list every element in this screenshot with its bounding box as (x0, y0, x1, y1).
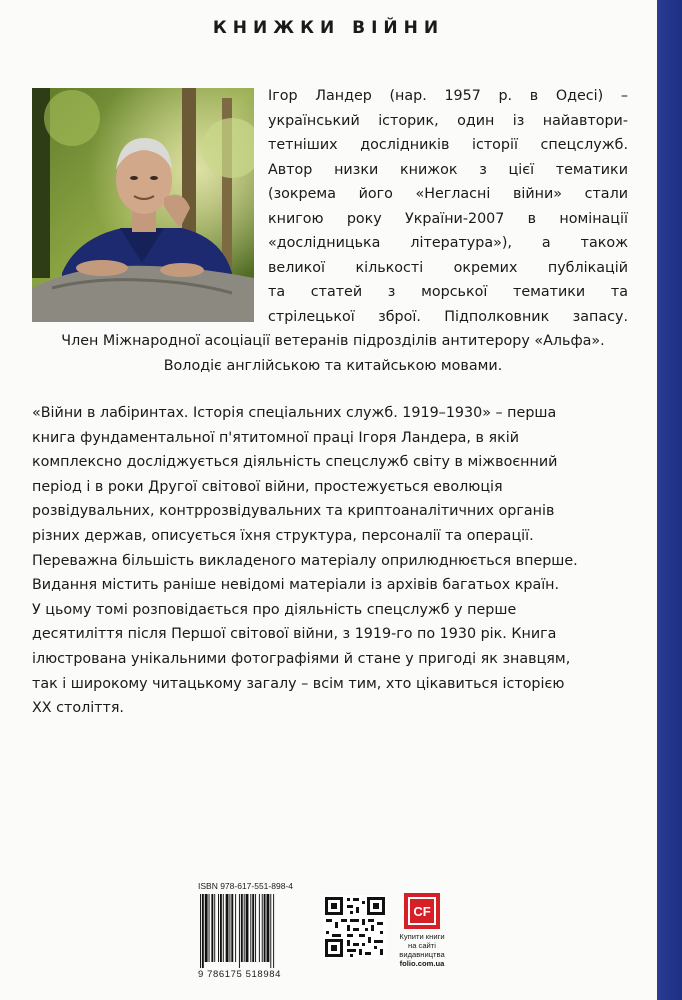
description-line: ХХ століття. (32, 700, 124, 717)
barcode-number: 9 786175 518984 (198, 969, 281, 980)
description-line: розвідувальних, контррозвідувальних та криптоаналітичних органів (32, 503, 555, 520)
description-line: Переважна більшість викладеного матеріалу оприлюднюється вперше. (32, 552, 578, 569)
bio-line: стрілецької зброї. Підполковник запасу. (268, 308, 628, 325)
author-photo (32, 88, 254, 322)
description-line: У цьому томі розповідається про діяльність спецслужб у перше (32, 601, 517, 618)
spine-edge (657, 0, 682, 1000)
publisher-website[interactable]: folio.com.ua (399, 959, 445, 968)
bio-line: «дослідницька література»), а також (268, 235, 628, 251)
description-line: десятиліття після Першої світової війни, з 1919-го по 1930 рік. Книга (32, 626, 557, 643)
book-description (32, 401, 634, 721)
bio-line: Володіє англійською та китайською мовами. (163, 357, 503, 374)
publisher-line: видавництва (399, 950, 445, 959)
bio-line: Автор низки книжок з цієї тематики (268, 161, 628, 178)
description-line: Видання містить раніше невідомі матеріали із архівів багатьох країн. (32, 577, 560, 594)
bio-line: Ігор Ландер (нар. 1957 р. в Одесі) – (268, 88, 628, 104)
bio-line: великої кількості окремих публікацій (268, 259, 628, 276)
bio-line: тетніших дослідників історії спецслужб. (268, 137, 628, 153)
qr-code-icon (323, 895, 387, 959)
qr-code (323, 895, 387, 963)
publisher-line: на сайті (408, 941, 436, 950)
isbn-label: ISBN 978-617-551-898-4 (198, 881, 293, 891)
publisher-logo (404, 893, 440, 929)
series-title: КНИЖКИ ВІЙНИ (212, 18, 445, 38)
bio-line: Член Міжнародної асоціації ветеранів підрозділів антитерору «Альфа». (61, 333, 605, 349)
publisher-logo-text: CF (413, 904, 431, 919)
author-bio-continued (32, 329, 634, 378)
description-line: комплексно досліджується діяльність спецслужб світу в міжвоєнний (32, 454, 558, 471)
isbn-barcode-block (198, 881, 310, 980)
author-photo-image (32, 88, 254, 322)
author-bio-beside-photo (268, 84, 628, 329)
barcode-icon (198, 894, 310, 968)
bio-line: український історик, один із найавтори- (268, 112, 628, 129)
description-line: так і широкому читацькому загалу – всім тим, хто цікавиться історією (32, 675, 565, 692)
bio-line: (зокрема його «Негласні війни» стали (268, 186, 628, 202)
publisher-line: Купити книги (399, 932, 445, 941)
description-line: ілюстрована унікальними фотографіями й стане у пригоді як знавцям, (32, 650, 571, 667)
description-line: період і в роки Другої світової війни, простежується еволюція (32, 478, 503, 495)
publisher-logo-icon (407, 896, 437, 926)
bio-line: книгою року України-2007 в номінації (268, 210, 628, 227)
publisher-text (392, 932, 452, 968)
bio-line: та статей з морської тематики та (268, 284, 628, 300)
description-line: «Війни в лабіринтах. Історія спеціальних служб. 1919–1930» – перша (32, 405, 557, 421)
description-line: різних держав, описується їхня структура, персоналії та операції. (32, 527, 534, 544)
publisher-info (392, 893, 452, 968)
description-line: книга фундаментальної п'ятитомної праці Ігоря Ландера, в якій (32, 429, 519, 446)
